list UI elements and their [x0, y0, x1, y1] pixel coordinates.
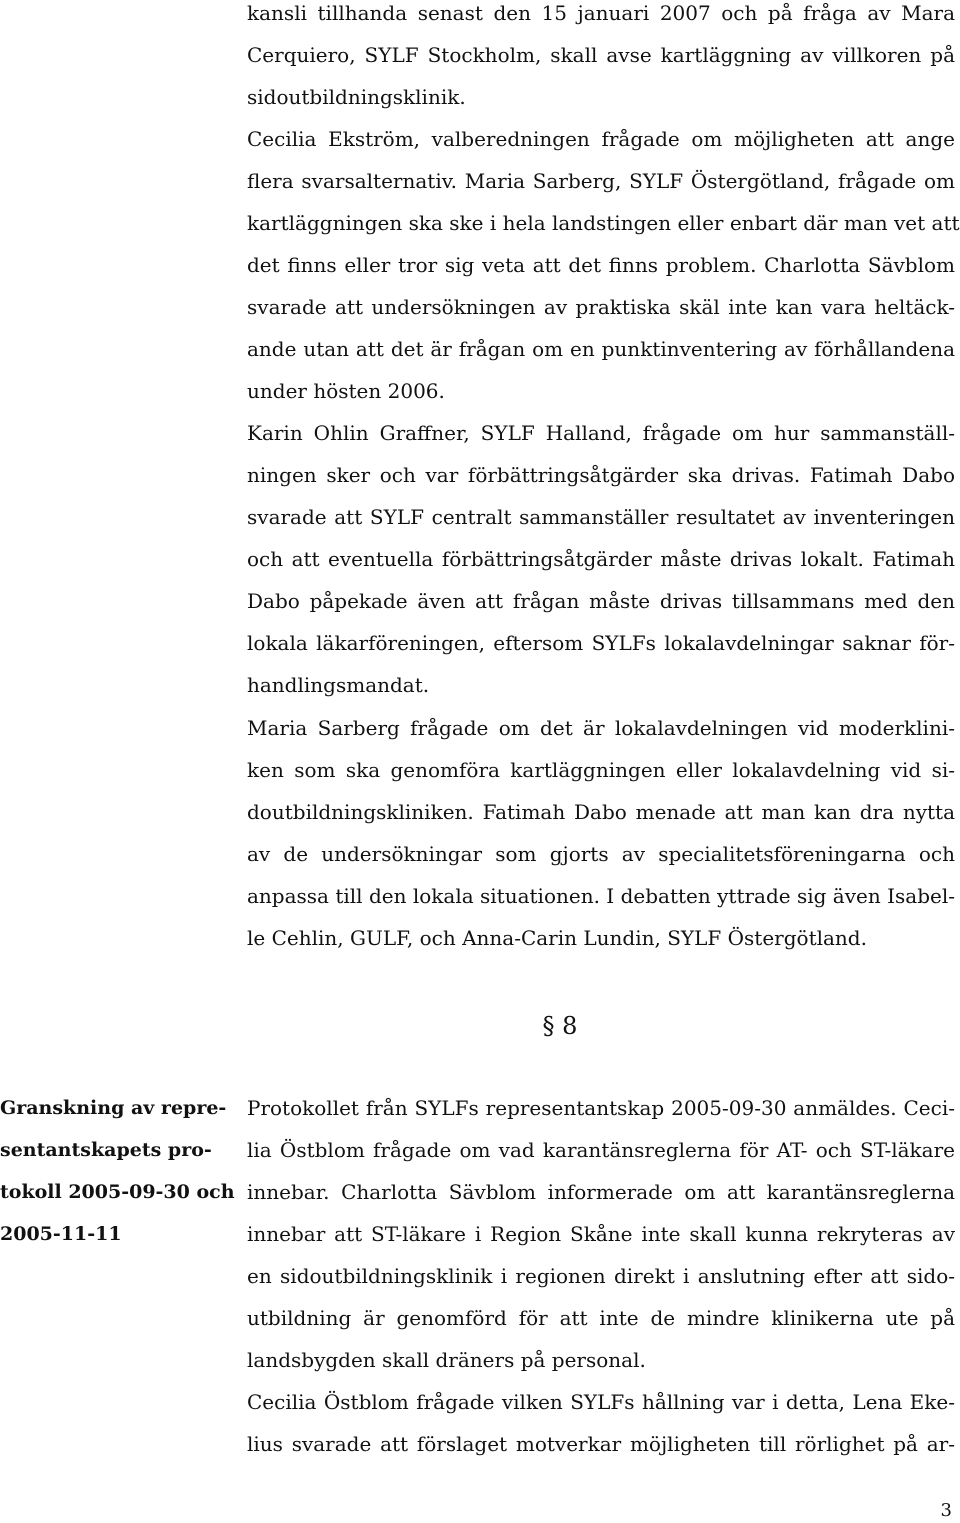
text-line: ningen sker och var förbättringsåtgärder ska drivas. Fatimah Dabo [247, 463, 955, 487]
text-line: le Cehlin, GULF, och Anna-Carin Lundin, SYLF Östergötland. [247, 926, 867, 950]
text-line: anpassa till den lokala situationen. I debatten yttrade sig även Isabel- [247, 884, 955, 908]
text-line: svarade att undersökningen av praktiska skäl inte kan vara heltäck- [247, 295, 955, 319]
text-line: Karin Ohlin Graffner, SYLF Halland, frågade om hur sammanställ- [247, 421, 955, 445]
text-line: av de undersökningar som gjorts av specialitetsföreningarna och [247, 842, 955, 866]
text-line: handlingsmandat. [247, 673, 430, 697]
text-line: ken som ska genomföra kartläggningen eller lokalavdelning vid si- [247, 758, 955, 782]
text-line: och att eventuella förbättringsåtgärder måste drivas lokalt. Fatimah [247, 547, 955, 571]
text-line: kartläggningen ska ske i hela landstingen eller enbart där man vet att [247, 211, 960, 235]
text-line: landsbygden skall dräners på personal. [247, 1348, 646, 1372]
text-line: lokala läkarföreningen, eftersom SYLFs lokalavdelningar saknar för- [247, 631, 955, 655]
heading-line: 2005-11-11 [0, 1223, 122, 1245]
section-number: § 8 [542, 1012, 578, 1040]
heading-line: tokoll 2005-09-30 och [0, 1181, 235, 1203]
text-line: kansli tillhanda senast den 15 januari 2007 och på fråga av Mara [247, 1, 955, 25]
heading-line: sentantskapets pro- [0, 1139, 212, 1161]
heading-line: Granskning av repre- [0, 1097, 227, 1119]
text-line: Cerquiero, SYLF Stockholm, skall avse kartläggning av villkoren på [247, 43, 955, 67]
text-line: Dabo påpekade även att frågan måste drivas tillsammans med den [247, 589, 955, 613]
text-line: Maria Sarberg frågade om det är lokalavdelningen vid moderklini- [247, 716, 955, 740]
page-number: 3 [940, 1500, 952, 1521]
text-line: utbildning är genomförd för att inte de mindre klinikerna ute på [247, 1306, 955, 1330]
text-line: innebar att ST-läkare i Region Skåne inte skall kunna rekryteras av [247, 1222, 955, 1246]
text-line: doutbildningskliniken. Fatimah Dabo menade att man kan dra nytta [247, 800, 955, 824]
text-line: svarade att SYLF centralt sammanställer resultatet av inventeringen [247, 505, 955, 529]
text-line: Protokollet från SYLFs representantskap 2005-09-30 anmäldes. Ceci- [247, 1096, 955, 1120]
text-line: sidoutbildningsklinik. [247, 85, 466, 109]
text-line: Cecilia Ekström, valberedningen frågade om möjligheten att ange [247, 127, 955, 151]
text-line: flera svarsalternativ. Maria Sarberg, SYLF Östergötland, frågade om [247, 169, 955, 193]
text-line: under hösten 2006. [247, 379, 445, 403]
text-line: lius svarade att förslaget motverkar möjligheten till rörlighet på ar- [247, 1432, 955, 1456]
text-line: en sidoutbildningsklinik i regionen direkt i anslutning efter att sido- [247, 1264, 955, 1288]
text-line: lia Östblom frågade om vad karantänsreglerna för AT- och ST-läkare [247, 1138, 955, 1162]
text-line: det finns eller tror sig veta att det finns problem. Charlotta Sävblom [247, 253, 955, 277]
text-line: innebar. Charlotta Sävblom informerade om att karantänsreglerna [247, 1180, 955, 1204]
text-line: Cecilia Östblom frågade vilken SYLFs hållning var i detta, Lena Eke- [247, 1390, 955, 1414]
text-line: ande utan att det är frågan om en punktinventering av förhållandena [247, 337, 955, 361]
